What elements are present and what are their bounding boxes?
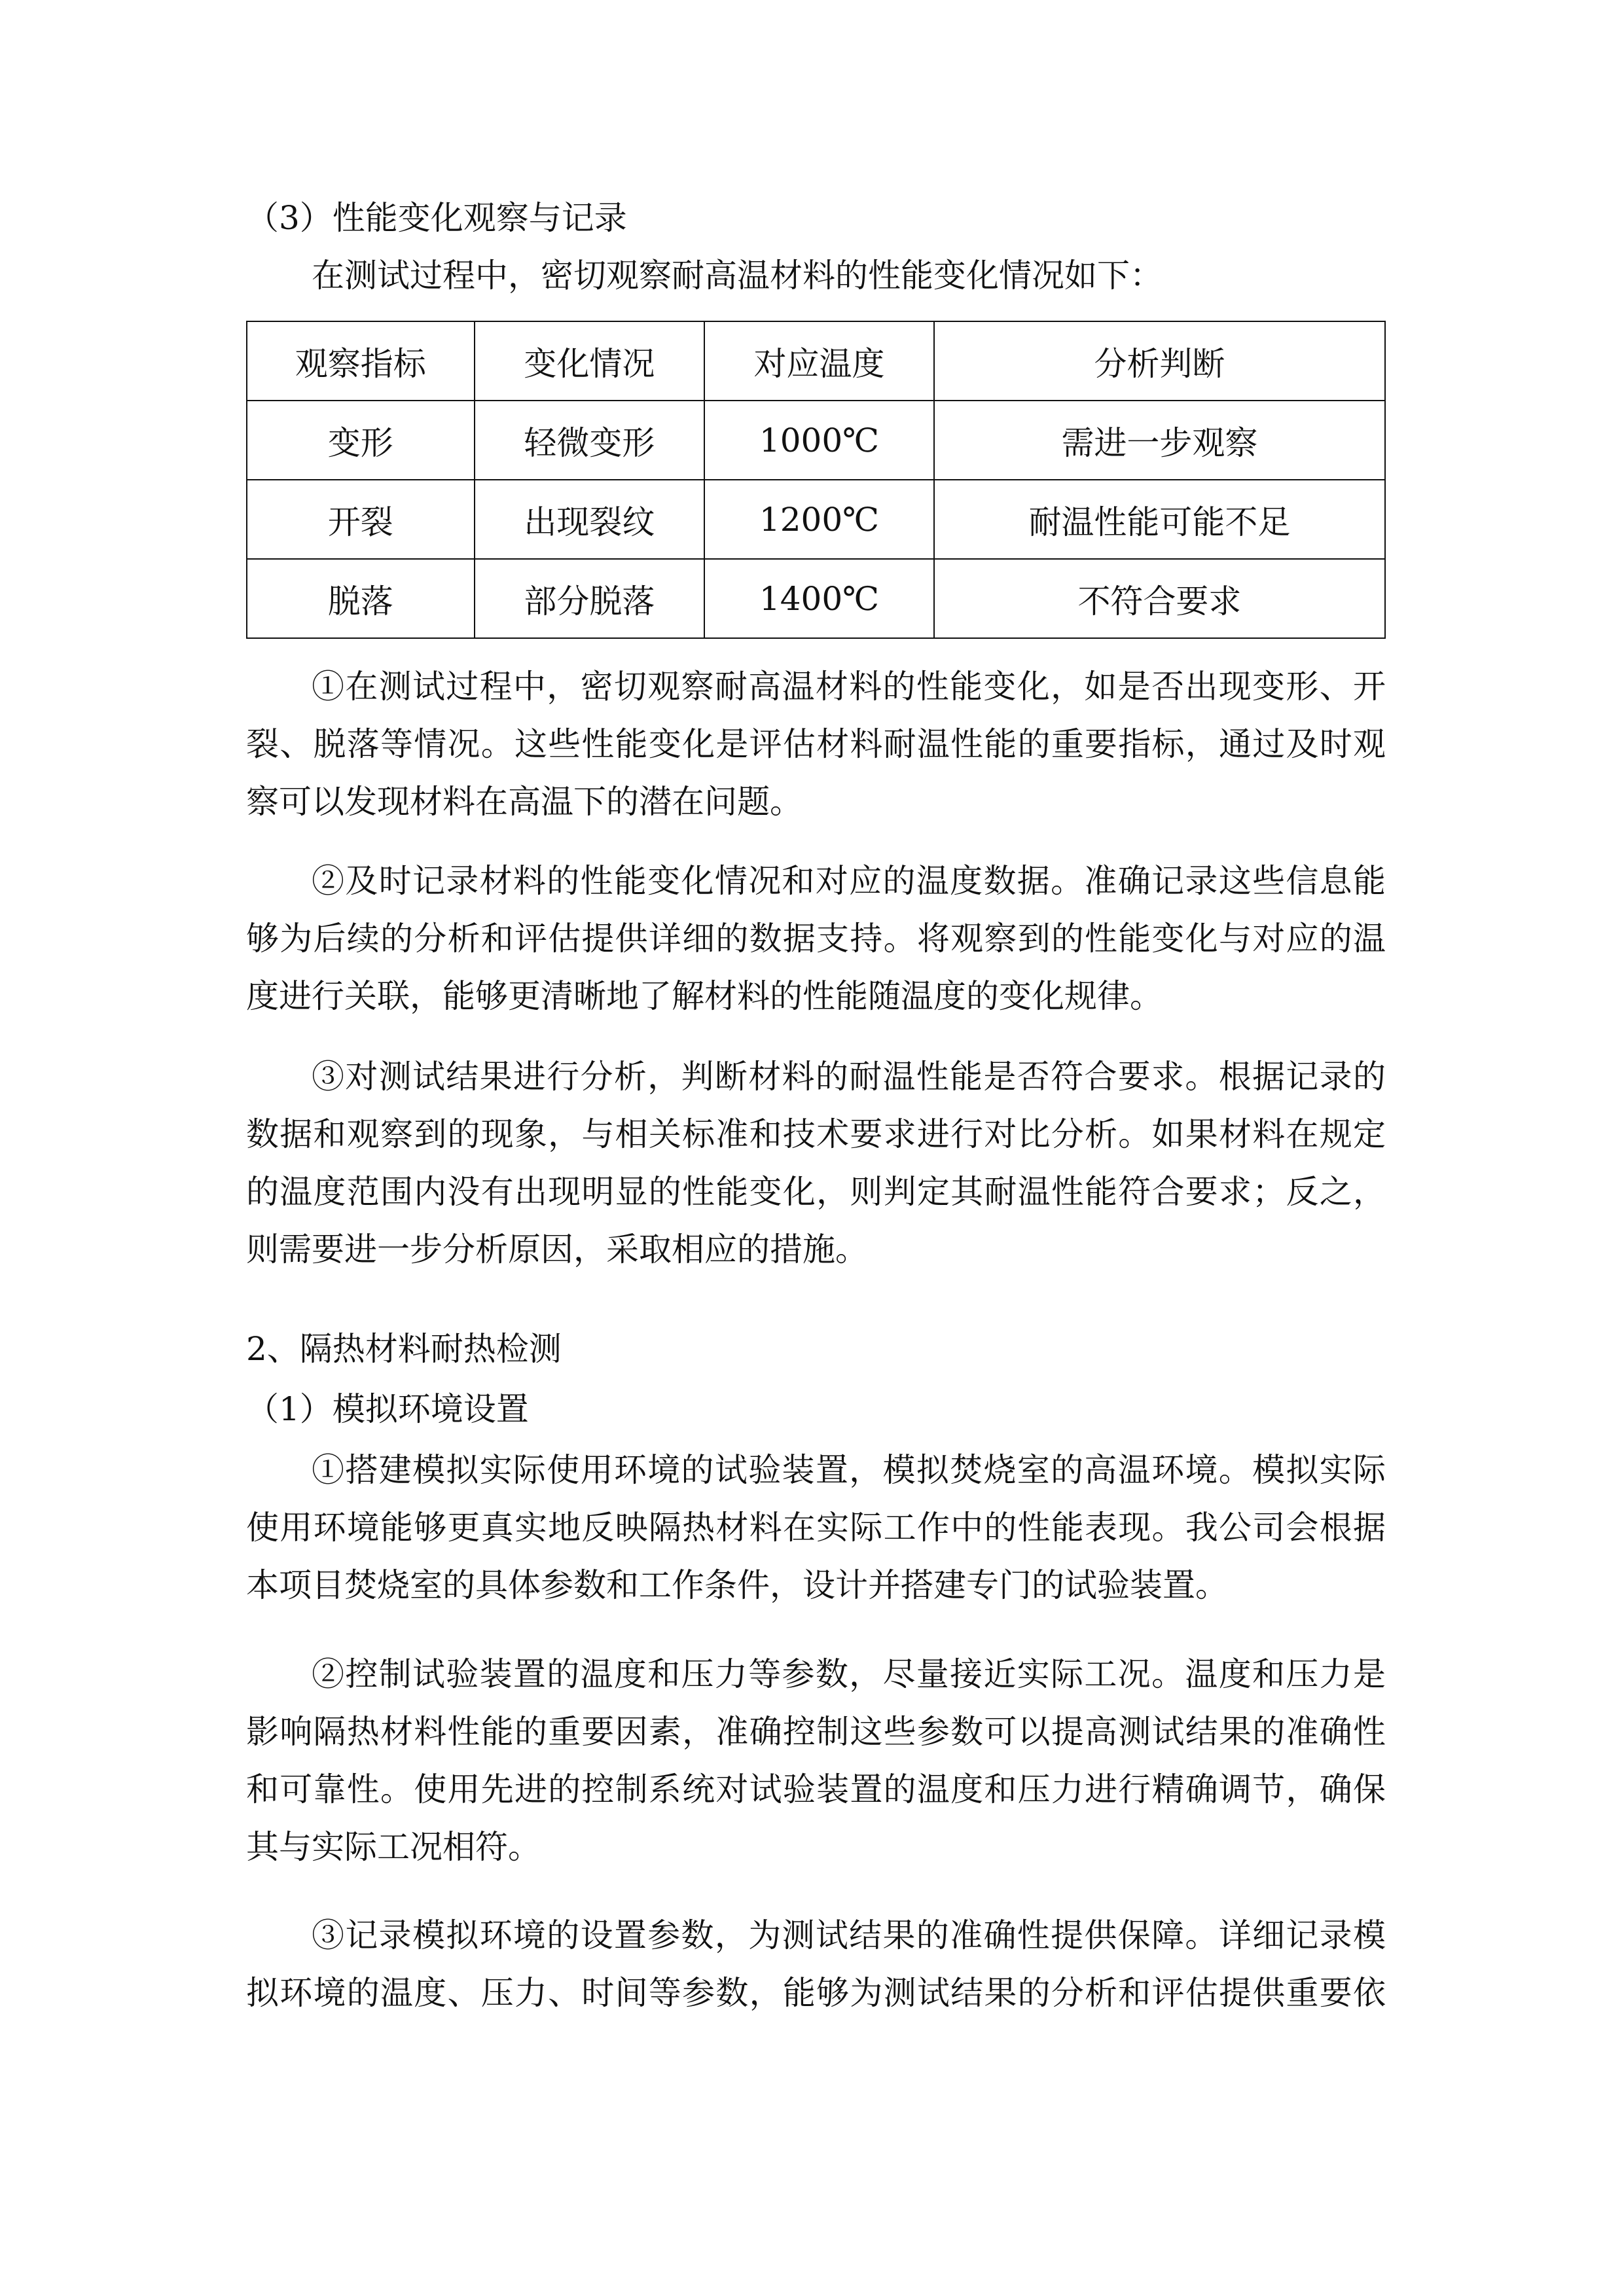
text-line: 和可靠性。使用先进的控制系统对试验装置的温度和压力进行精确调节，确保 (246, 1770, 1386, 1808)
intro-text: 在测试过程中，密切观察耐高温材料的性能变化情况如下： (312, 257, 1163, 295)
table-row (247, 401, 1385, 480)
table-cell: 1000℃ (704, 401, 934, 480)
paragraph-observe (246, 658, 1386, 831)
header-cell: 对应温度 (704, 321, 934, 401)
header-cell: 观察指标 (247, 321, 475, 401)
header-cell: 变化情况 (475, 321, 705, 401)
text-line: 裂、脱落等情况。这些性能变化是评估材料耐温性能的重要指标，通过及时观 (246, 725, 1386, 763)
paragraph-setup (246, 1441, 1386, 1614)
text-line: 拟环境的温度、压力、时间等参数，能够为测试结果的分析和评估提供重要依 (246, 1974, 1386, 2012)
table-cell: 1400℃ (704, 559, 934, 638)
table-cell: 脱落 (247, 559, 475, 638)
text-line: ②控制试验装置的温度和压力等参数，尽量接近实际工况。温度和压力是 (312, 1655, 1386, 1693)
text-line: 本项目焚烧室的具体参数和工作条件，设计并搭建专门的试验装置。 (246, 1566, 1228, 1604)
text-line: 则需要进一步分析原因，采取相应的措施。 (246, 1230, 868, 1268)
observation-table (246, 321, 1386, 639)
table-row (247, 480, 1385, 559)
table-row (247, 559, 1385, 638)
text-line: 使用环境能够更真实地反映隔热材料在实际工作中的性能表现。我公司会根据 (246, 1509, 1386, 1547)
text-line: ①搭建模拟实际使用环境的试验装置，模拟焚烧室的高温环境。模拟实际 (312, 1451, 1386, 1489)
text-line: 数据和观察到的现象，与相关标准和技术要求进行对比分析。如果材料在规定 (246, 1115, 1386, 1153)
table-cell: 出现裂纹 (475, 480, 705, 559)
text-line: 度进行关联，能够更清晰地了解材料的性能随温度的变化规律。 (246, 977, 1163, 1015)
table-header-row (247, 321, 1385, 401)
header-cell: 分析判断 (934, 321, 1385, 401)
text-line: 察可以发现材料在高温下的潜在问题。 (246, 783, 803, 821)
paragraph-record (246, 852, 1386, 1025)
subheading-performance-observation: （3）性能变化观察与记录 (246, 199, 627, 237)
table-cell: 部分脱落 (475, 559, 705, 638)
text-line: 其与实际工况相符。 (246, 1828, 541, 1866)
table-cell: 轻微变形 (475, 401, 705, 480)
section-heading-insulation: 2、隔热材料耐热检测 (246, 1330, 562, 1368)
table-cell: 需进一步观察 (934, 401, 1385, 480)
text-line: 够为后续的分析和评估提供详细的数据支持。将观察到的性能变化与对应的温 (246, 920, 1386, 958)
paragraph-control (246, 1645, 1386, 1876)
text-line: ①在测试过程中，密切观察耐高温材料的性能变化，如是否出现变形、开 (312, 668, 1386, 706)
paragraph-analyze (246, 1048, 1386, 1278)
subheading-simulation: （1）模拟环境设置 (246, 1390, 529, 1428)
text-line: ②及时记录材料的性能变化情况和对应的温度数据。准确记录这些信息能 (312, 862, 1386, 900)
table-cell: 不符合要求 (934, 559, 1385, 638)
table-cell: 变形 (247, 401, 475, 480)
text-line: ③对测试结果进行分析，判断材料的耐温性能是否符合要求。根据记录的 (312, 1058, 1386, 1096)
text-line: 的温度范围内没有出现明显的性能变化，则判定其耐温性能符合要求；反之， (246, 1173, 1386, 1211)
table-cell: 耐温性能可能不足 (934, 480, 1385, 559)
table-cell: 1200℃ (704, 480, 934, 559)
paragraph-record-params (246, 1907, 1386, 2022)
table-cell: 开裂 (247, 480, 475, 559)
text-line: ③记录模拟环境的设置参数，为测试结果的准确性提供保障。详细记录模 (312, 1916, 1386, 1954)
text-line: 影响隔热材料性能的重要因素，准确控制这些参数可以提高测试结果的准确性 (246, 1713, 1386, 1751)
